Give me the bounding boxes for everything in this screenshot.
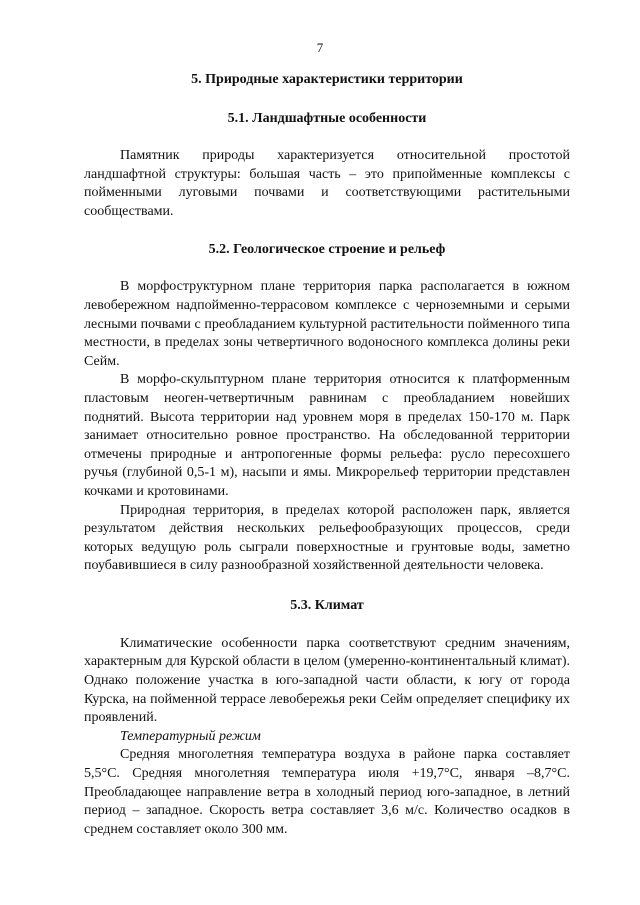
section-heading-landscape: 5.1. Ландшафтные особенности: [227, 111, 427, 126]
paragraph: Памятник природы характеризуется относительной простотой ландшафтной структуры: большая часть – это припойменные комплексы с пойменными луговыми почвами и соответствующими растительными сообществами.: [84, 148, 570, 219]
page-content: [84, 60, 570, 839]
page-title: 5. Природные характеристики территории: [191, 72, 463, 87]
section-landscape-body: [84, 147, 570, 221]
paragraph: В морфоструктурном плане территория парка располагается в южном левобережном надпойменно-террасовом комплексе с черноземными и серыми лесными почвами с преобладанием культурной растительности пойменного типа местности, в пределах зоны четвертичного водоносного комплекса долины реки Сейм.: [84, 279, 570, 369]
paragraph: Природная территория, в пределах которой расположен парк, является результатом действия нескольких рельефообразующих процессов, среди которых ведущую роль сыграли поверхностные и грунтовые воды, заметно поубавившиеся в силу разнообразной хозяйственной деятельности человека.: [84, 502, 570, 574]
page-number: 7: [316, 40, 324, 55]
paragraph: Средняя многолетняя температура воздуха в районе парка составляет 5,5°С. Средняя многолетняя температура июля +19,7°С, января –8,7°С. Преобладающее направление ветра в холодный период юго-западное, в летний период – западное. Скорость ветра составляет 3,6 м/с. Количество осадков в среднем составляет около 300 мм.: [84, 747, 570, 837]
section-climate-body: [84, 635, 570, 840]
section-geology-body: [84, 278, 570, 576]
section-heading-climate: 5.3. Климат: [290, 597, 364, 613]
paragraph: В морфо-скульптурном плане территория относится к платформенным пластовым неоген-четвертичным равнинам с преобладанием новейших поднятий. Высота территории над уровнем моря в пределах 150-170 м. Парк занимает относительно ровное пространство. На обследованной территории отмечены природные и антропогенные формы рельефа: русло пересохшего ручья (глубиной 0,5-1 м), насыпи и ямы. Микрорельеф территории представлен кочками и кротовинами.: [84, 372, 570, 499]
subheading-temperature: Температурный режим: [120, 728, 261, 744]
section-heading-geology: 5.2. Геологическое строение и рельеф: [208, 242, 446, 258]
paragraph: Климатические особенности парка соответствуют средним значениям, характерным для Курской области в целом (умеренно-континентальный климат). Однако положение участка в юго-западной части области, к югу от города Курска, на пойменной террасе левобережья реки Сейм определяет специфику их проявлений.: [84, 635, 570, 726]
